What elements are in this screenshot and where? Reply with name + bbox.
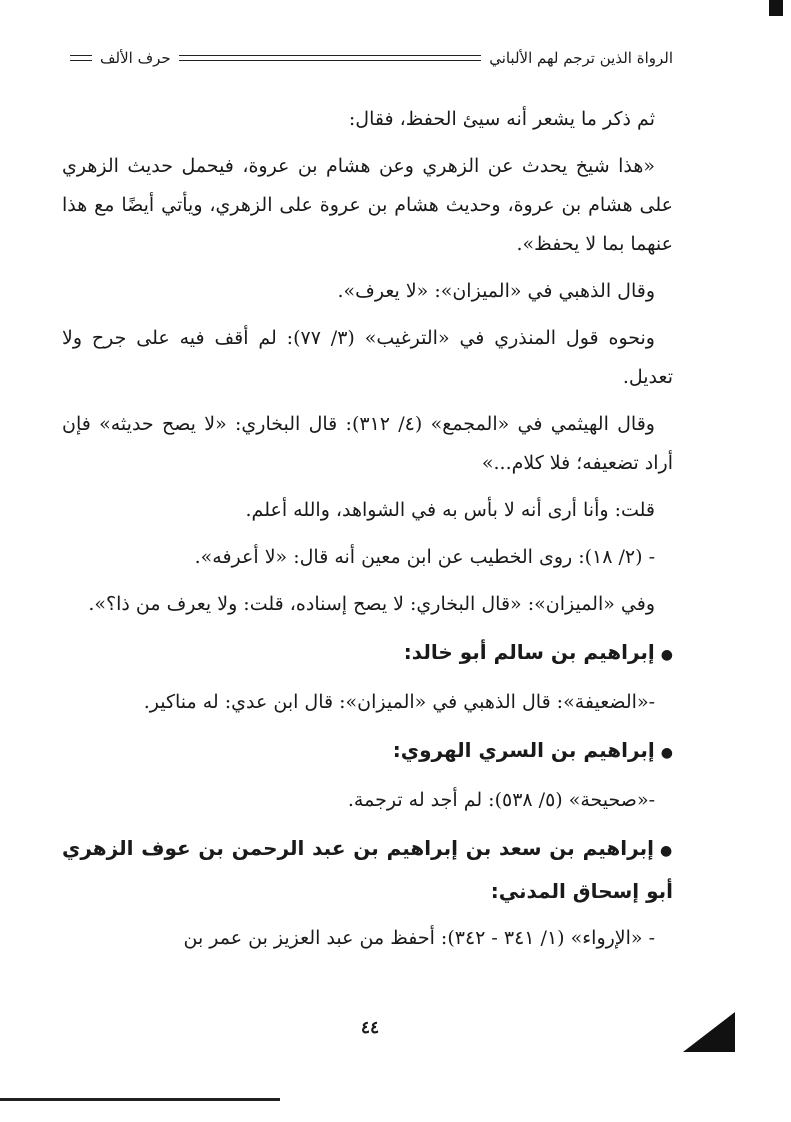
narrator-entry-heading [62, 632, 673, 675]
paragraph: وقال الهيثمي في «المجمع» (٤/ ٣١٢): قال البخاري: «لا يصح حديثه» فإن أراد تضعيفه؛ فلا كلام...» [62, 413, 673, 474]
bullet-icon: ● [660, 745, 673, 761]
paragraph: - «الإرواء» (١/ ٣٤١ - ٣٤٢): أحفظ من عبد العزيز بن عمر بن [183, 927, 655, 949]
paragraph: ونحوه قول المنذري في «الترغيب» (٣/ ٧٧): لم أقف فيه على جرح ولا تعديل. [62, 327, 673, 388]
entry-name: إبراهيم بن السري الهروي: [392, 738, 655, 762]
paragraph: وفي «الميزان»: «قال البخاري: لا يصح إسناده، قلت: ولا يعرف من ذا؟». [88, 593, 655, 615]
header-section-title: حرف الألف [100, 49, 171, 67]
scan-edge-mark [769, 0, 783, 16]
running-header [62, 44, 673, 72]
paragraph: -«صحيحة» (٥/ ٥٣٨): لم أجد له ترجمة. [347, 789, 655, 811]
paragraph: - (٢/ ١٨): روى الخطيب عن ابن معين أنه قال: «لا أعرفه». [194, 546, 655, 568]
paragraph: -«الضعيفة»: قال الذهبي في «الميزان»: قال ابن عدي: له مناكير. [143, 691, 655, 713]
header-rule [179, 55, 482, 61]
paragraph: ثم ذكر ما يشعر أنه سيئ الحفظ، فقال: [348, 108, 655, 130]
header-rule-short [70, 55, 92, 61]
bottom-scan-line [0, 1098, 280, 1101]
narrator-entry-heading [62, 828, 673, 911]
paragraph: قلت: وأنا أرى أنه لا بأس به في الشواهد، والله أعلم. [245, 499, 655, 521]
narrator-entry-heading [62, 730, 673, 773]
bullet-icon: ● [660, 647, 673, 663]
header-book-title: الرواة الذين ترجم لهم الألباني [489, 49, 673, 67]
main-text [62, 100, 673, 966]
entry-name: إبراهيم بن سالم أبو خالد: [403, 640, 655, 664]
page-number: ٤٤ [360, 1018, 380, 1038]
bullet-icon: ● [659, 843, 673, 859]
paragraph: «هذا شيخ يحدث عن الزهري وعن هشام بن عروة، فيحمل حديث الزهري على هشام بن عروة، وحديث هشام بن عروة على الزهري، ويأتي أيضًا مع هذا عنهما بما لا يحفظ». [62, 155, 673, 255]
corner-triangle-mark [683, 1012, 735, 1052]
paragraph: وقال الذهبي في «الميزان»: «لا يعرف». [337, 280, 655, 302]
entry-name: إبراهيم بن سعد بن إبراهيم بن عبد الرحمن بن عوف الزهري أبو إسحاق المدني: [62, 836, 673, 903]
